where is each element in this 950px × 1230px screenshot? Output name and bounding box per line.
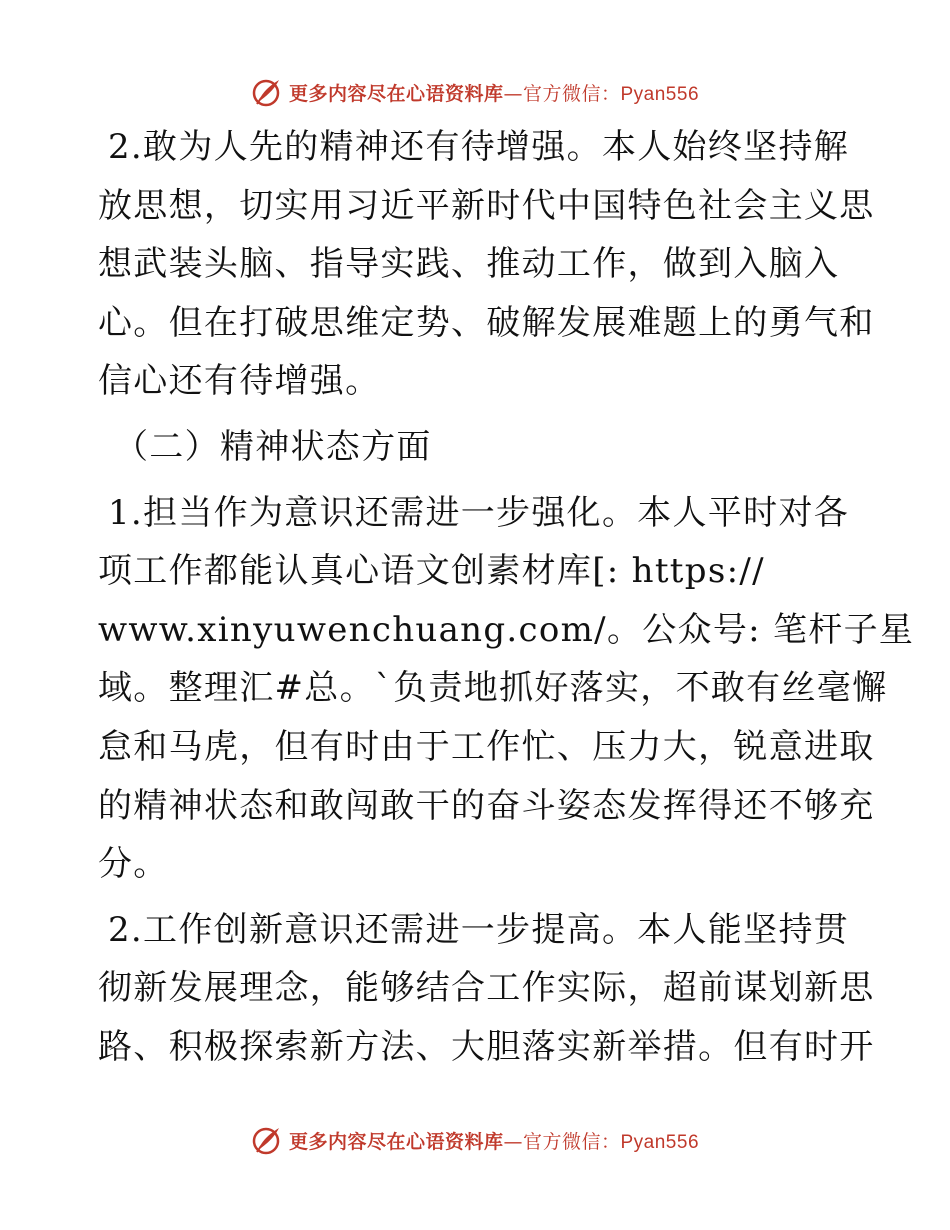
watermark-text: 更多内容尽在心语资料库—官方微信：Pyan556 — [288, 82, 700, 105]
text-line: www.xinyuwenchuang.com/。公众号: 笔杆子星 — [98, 609, 915, 650]
section-heading — [98, 418, 858, 477]
text-line: 分。 — [98, 844, 169, 885]
footer-watermark — [0, 1120, 950, 1160]
text-line: 放思想，切实用习近平新时代中国特色社会主义思 — [98, 185, 875, 226]
text-line: 2.敢为人先的精神还有待增强。本人始终坚持解 — [108, 127, 850, 167]
text-line: 怠和马虎，但有时由于工作忙、压力大，锐意进取 — [98, 726, 875, 767]
paragraph-innovation — [98, 901, 875, 1077]
text-line: 路、积极探索新方法、大胆落实新举措。但有时开 — [98, 1026, 875, 1067]
heading-line: （二）精神状态方面 — [114, 426, 432, 467]
text-line: 域。整理汇#总。`负责地抓好落实，不敢有丝毫懈 — [98, 668, 888, 709]
document-body — [98, 118, 915, 1077]
quill-pen-logo-icon — [251, 76, 283, 108]
text-line: 2.工作创新意识还需进一步提高。本人能坚持贯 — [108, 909, 850, 950]
quill-pen-logo-icon — [251, 1124, 283, 1156]
text-line: 彻新发展理念，能够结合工作实际，超前谋划新思 — [98, 968, 875, 1009]
text-line: 的精神状态和敢闯敢干的奋斗姿态发挥得还不够充 — [98, 785, 875, 826]
text-line: 1.担当作为意识还需进一步强化。本人平时对各 — [108, 492, 850, 533]
text-line: 项工作都能认真心语文创素材库[: https:// — [98, 551, 765, 592]
text-line: 想武装头脑、指导实践、推动工作，做到入脑入 — [98, 244, 840, 285]
paragraph-responsibility — [98, 484, 915, 894]
header-watermark — [0, 72, 950, 112]
text-line: 心。但在打破思维定势、破解发展难题上的勇气和 — [98, 302, 875, 343]
text-line: 信心还有待增强。 — [98, 361, 381, 402]
watermark-text: 更多内容尽在心语资料库—官方微信：Pyan556 — [288, 1130, 700, 1153]
paragraph-courage — [98, 118, 875, 411]
